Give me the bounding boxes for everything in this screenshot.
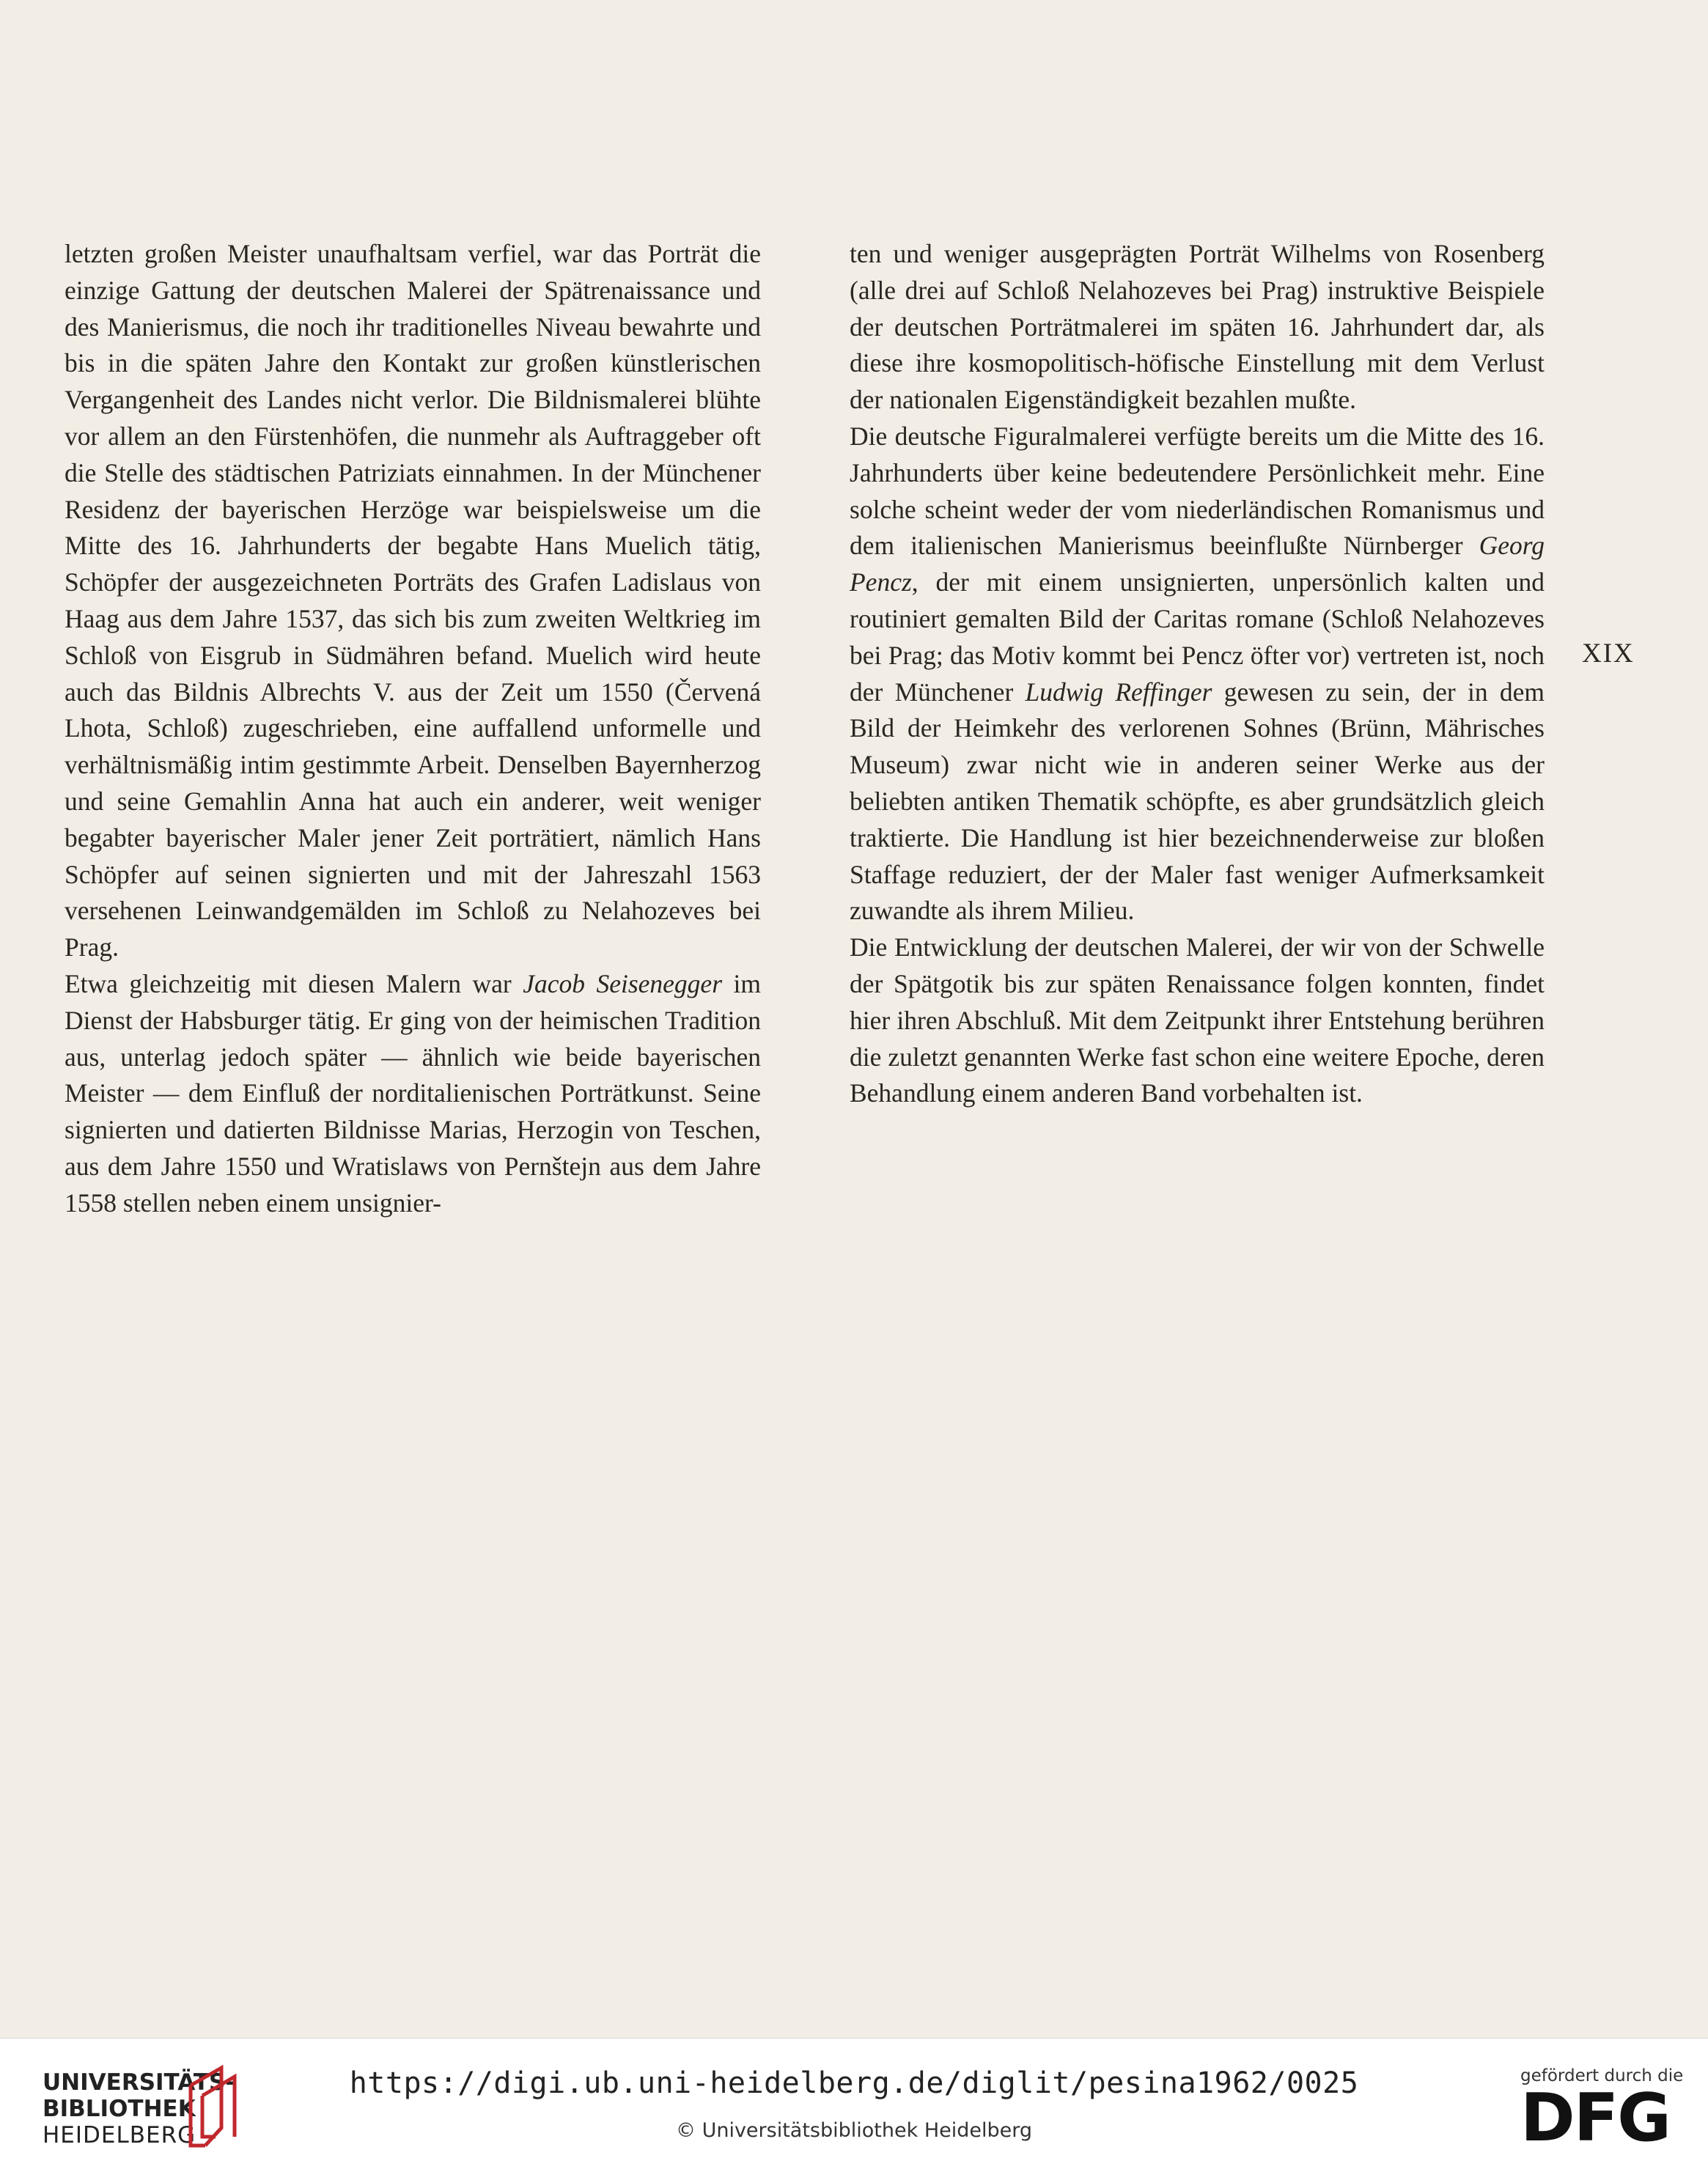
dfg-logo[interactable]: DFG (1520, 2080, 1671, 2157)
right-paragraph-3: Die Entwicklung der deutschen Malerei, der wir von der Schwelle der Spätgotik bis zur späten Renaissance folgen konnten, findet hier ihren Abschluß. Mit dem Zeitpunkt ihrer Entstehung berühren die zuletzt genannten Werke fast schon eine weitere Epoche, deren Behandlung einem anderen Band vorbehalten ist. (850, 932, 1545, 1108)
right-paragraph-1: ten und weniger ausgeprägten Porträt Wilhelms von Rosenberg (alle drei auf Schloß Nelahozeves bei Prag) instruktive Beispiele der deutschen Porträtmalerei im späten 16. Jahrhundert dar, als diese ihre kosmopolitisch-höfische Einstellung mit dem Verlust der nationalen Eigenständigkeit bezahlen mußte. (850, 239, 1545, 415)
left-paragraph-2 (65, 966, 761, 1222)
artist-name: Jacob Seisenegger (523, 968, 723, 998)
footer-bar (0, 2038, 1708, 2169)
left-text-column (65, 236, 761, 1222)
page-number: XIX (1582, 638, 1635, 669)
text-span: Etwa gleichzeitig mit diesen Malern war (65, 968, 523, 998)
text-span: , der mit einem unsignierten, unpersönlich kalten und routiniert gemalten Bild der Caritas romane (Schloß Nelahozeves bei Prag; das Motiv kommt bei Pencz öfter vor) vertreten ist, noch der Münchener (850, 567, 1545, 707)
logo-text-line: UNIVERSITÄTS- (43, 2069, 235, 2096)
copyright-notice: © Universitätsbibliothek Heidelberg (675, 2119, 1032, 2142)
funding-label: gefördert durch die (1520, 2066, 1684, 2085)
right-text-column (850, 236, 1545, 1112)
logo-text-line: HEIDELBERG (43, 2122, 196, 2148)
artist-name: Georg Pencz (850, 531, 1545, 597)
logo-text-line: BIBLIOTHEK (43, 2096, 196, 2122)
permalink-url[interactable]: https://digi.ub.uni-heidelberg.de/diglit/pesina1962/0025 (349, 2066, 1359, 2100)
text-span: gewesen zu sein, der in dem Bild der Heimkehr des verlorenen Sohnes (Brünn, Mährisches Museum) zwar nicht wie in anderen seiner Werke aus der beliebten antiken Thematik schöpfte, es aber grundsätzlich gleich traktierte. Die Handlung ist hier bezeichnenderweise zur bloßen Staffage reduziert, der der Maler fast weniger Aufmerksamkeit zuwandte als ihrem Milieu. (850, 677, 1545, 926)
left-paragraph-1: letzten großen Meister unaufhaltsam verfiel, war das Porträt die einzige Gattung der deutschen Malerei der Spätrenaissance und des Manierismus, die noch ihr traditionelles Niveau bewahrte und bis in die späten Jahre den Kontakt zur großen künstlerischen Vergangenheit des Landes nicht verlor. Die Bildnismalerei blühte vor allem an den Fürstenhöfen, die nunmehr als Auftraggeber oft die Stelle des städtischen Patriziats einnahmen. In der Münchener Residenz der bayerischen Herzöge war beispielsweise um die Mitte des 16. Jahrhunderts der begabte Hans Muelich tätig, Schöpfer der ausgezeichneten Porträts des Grafen Ladislaus von Haag aus dem Jahre 1537, das sich bis zum zweiten Weltkrieg im Schloß von Eisgrub in Südmähren befand. Muelich wird heute auch das Bildnis Albrechts V. aus der Zeit um 1550 (Červená Lhota, Schloß) zugeschrieben, eine auffallend unformelle und verhältnismäßig intim gestimmte Arbeit. Denselben Bayernherzog und seine Gemahlin Anna hat auch ein anderer, weit weniger begabter bayerischer Maler jener Zeit porträtiert, nämlich Hans Schöpfer auf seinen signierten und mit der Jahreszahl 1563 versehenen Leinwandgemälden im Schloß zu Nelahozeves bei Prag. (65, 239, 761, 962)
text-span: Die deutsche Figuralmalerei verfügte bereits um die Mitte des 16. Jahrhunderts über keine bedeutendere Persönlichkeit mehr. Eine solche scheint weder der vom niederländischen Romanismus und dem italienischen Manierismus beeinflußte Nürnberger (850, 421, 1545, 561)
text-span: im Dienst der Habsburger tätig. Er ging von der heimischen Tradition aus, unterlag jedoch später — ähnlich wie beide bayerischen Meister — dem Einfluß der norditalienischen Porträtkunst. Seine signierten und datierten Bildnisse Marias, Herzogin von Teschen, aus dem Jahre 1550 und Wratislaws von Pernštejn aus dem Jahre 1558 stellen neben einem unsignier- (65, 968, 761, 1218)
artist-name: Ludwig Reffinger (1025, 677, 1212, 707)
right-paragraph-2 (850, 419, 1545, 929)
